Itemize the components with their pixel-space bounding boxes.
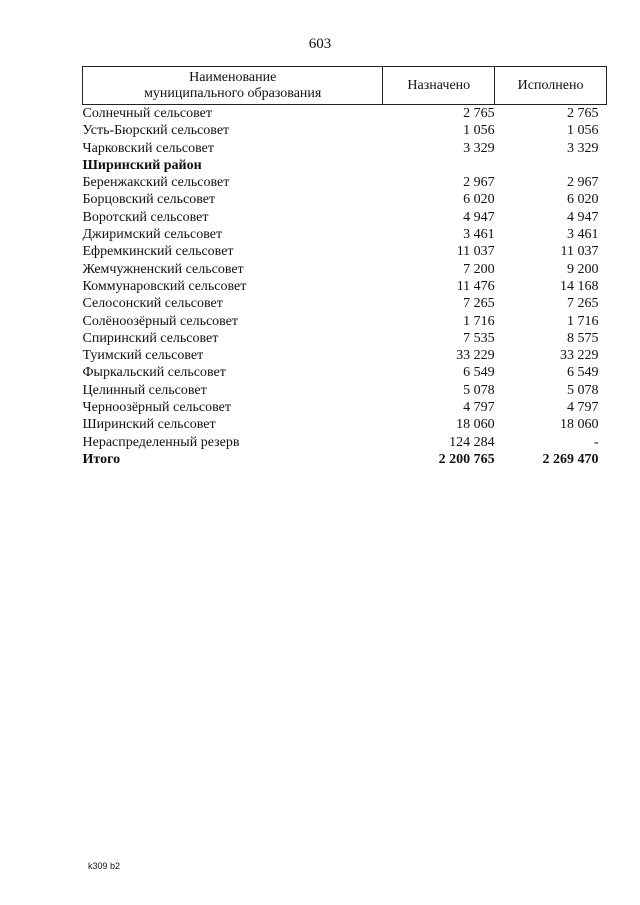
row-assigned: 11 037 bbox=[456, 244, 495, 260]
table-row bbox=[83, 364, 607, 381]
row-name: Селосонский сельсовет bbox=[82, 296, 223, 312]
table-row bbox=[83, 399, 607, 416]
total-label: Итого bbox=[82, 451, 121, 467]
budget-table bbox=[82, 66, 607, 468]
row-executed: 5 078 bbox=[567, 382, 599, 398]
table-row bbox=[83, 122, 607, 139]
row-executed: 2 967 bbox=[567, 175, 599, 191]
row-executed: 3 461 bbox=[567, 227, 599, 243]
row-assigned bbox=[383, 157, 495, 174]
row-executed: 4 797 bbox=[567, 400, 599, 416]
row-executed: 4 947 bbox=[567, 209, 599, 225]
row-assigned: 4 947 bbox=[463, 209, 495, 225]
row-executed: 9 200 bbox=[567, 261, 599, 277]
row-assigned: 3 329 bbox=[463, 140, 495, 156]
table-row bbox=[83, 261, 607, 278]
header-name bbox=[83, 67, 383, 105]
total-assigned: 2 200 765 bbox=[438, 451, 495, 467]
header-executed: Исполнено bbox=[495, 67, 607, 105]
total-executed: 2 269 470 bbox=[542, 451, 599, 467]
table-row bbox=[83, 295, 607, 312]
table-row bbox=[83, 416, 607, 433]
table-row bbox=[83, 347, 607, 364]
row-assigned: 1 716 bbox=[463, 313, 495, 329]
header-name-line1: Наименование bbox=[189, 69, 277, 85]
row-executed: 3 329 bbox=[567, 140, 599, 156]
row-name: Беренжакский сельсовет bbox=[82, 175, 230, 191]
row-name: Джиримский сельсовет bbox=[82, 227, 223, 243]
row-assigned: 124 284 bbox=[449, 434, 495, 450]
row-assigned: 6 020 bbox=[463, 192, 495, 208]
table-row bbox=[83, 243, 607, 260]
row-executed: 6 020 bbox=[567, 192, 599, 208]
row-name: Черноозёрный сельсовет bbox=[82, 400, 231, 416]
row-executed: 1 056 bbox=[567, 123, 599, 139]
row-name: Туимский сельсовет bbox=[82, 348, 204, 364]
row-name: Целинный сельсовет bbox=[82, 382, 207, 398]
row-assigned: 2 967 bbox=[463, 175, 495, 191]
row-name: Нераспределенный резерв bbox=[82, 434, 240, 450]
row-assigned: 2 765 bbox=[463, 106, 495, 121]
row-executed: 33 229 bbox=[560, 348, 599, 364]
row-executed: 18 060 bbox=[560, 417, 599, 433]
table-body bbox=[83, 105, 607, 469]
row-name: Усть-Бюрский сельсовет bbox=[82, 123, 230, 139]
row-name: Борцовский сельсовет bbox=[82, 192, 216, 208]
row-assigned: 33 229 bbox=[456, 348, 495, 364]
row-assigned: 5 078 bbox=[463, 382, 495, 398]
row-name: Ефремкинский сельсовет bbox=[82, 244, 234, 260]
row-executed: 1 716 bbox=[567, 313, 599, 329]
table-row bbox=[83, 140, 607, 157]
district-heading: Ширинский район bbox=[82, 157, 202, 173]
page-number: 603 bbox=[308, 36, 332, 52]
row-name: Ширинский сельсовет bbox=[82, 417, 216, 433]
row-name: Фыркальский сельсовет bbox=[82, 365, 226, 381]
total-row bbox=[83, 451, 607, 468]
table-row bbox=[83, 174, 607, 191]
table-row bbox=[83, 434, 607, 451]
header-assigned: Назначено bbox=[383, 67, 495, 105]
row-name: Солнечный сельсовет bbox=[82, 106, 212, 121]
row-executed: 7 265 bbox=[567, 296, 599, 312]
row-executed: 11 037 bbox=[560, 244, 599, 260]
row-executed: 8 575 bbox=[567, 330, 599, 346]
row-assigned: 3 461 bbox=[463, 227, 495, 243]
header-row bbox=[83, 67, 607, 105]
row-executed bbox=[495, 157, 607, 174]
row-assigned: 1 056 bbox=[463, 123, 495, 139]
table-header bbox=[83, 67, 607, 105]
table-row bbox=[83, 105, 607, 123]
row-executed: 6 549 bbox=[567, 365, 599, 381]
row-assigned: 7 535 bbox=[463, 330, 495, 346]
row-name: Жемчужненский сельсовет bbox=[82, 261, 244, 277]
row-assigned: 7 265 bbox=[463, 296, 495, 312]
table-row bbox=[83, 191, 607, 208]
row-name: Солёноозёрный сельсовет bbox=[82, 313, 239, 329]
footer-code: k309 b2 bbox=[88, 861, 121, 871]
row-name: Чарковский сельсовет bbox=[82, 140, 214, 156]
table-row bbox=[83, 209, 607, 226]
row-assigned: 11 476 bbox=[456, 278, 495, 294]
row-name: Спиринский сельсовет bbox=[82, 330, 219, 346]
row-assigned: 7 200 bbox=[463, 261, 495, 277]
row-name: Воротский сельсовет bbox=[82, 209, 209, 225]
table-row bbox=[83, 226, 607, 243]
table-row bbox=[83, 313, 607, 330]
row-executed: - bbox=[593, 434, 599, 450]
district-heading-row bbox=[83, 157, 607, 174]
table-row bbox=[83, 330, 607, 347]
row-executed: 2 765 bbox=[567, 106, 599, 121]
row-name: Коммунаровский сельсовет bbox=[82, 278, 247, 294]
row-executed: 14 168 bbox=[560, 278, 599, 294]
row-assigned: 6 549 bbox=[463, 365, 495, 381]
header-name-line2: муниципального образования bbox=[144, 85, 322, 101]
table-row bbox=[83, 382, 607, 399]
row-assigned: 18 060 bbox=[456, 417, 495, 433]
row-assigned: 4 797 bbox=[463, 400, 495, 416]
table-row bbox=[83, 278, 607, 295]
